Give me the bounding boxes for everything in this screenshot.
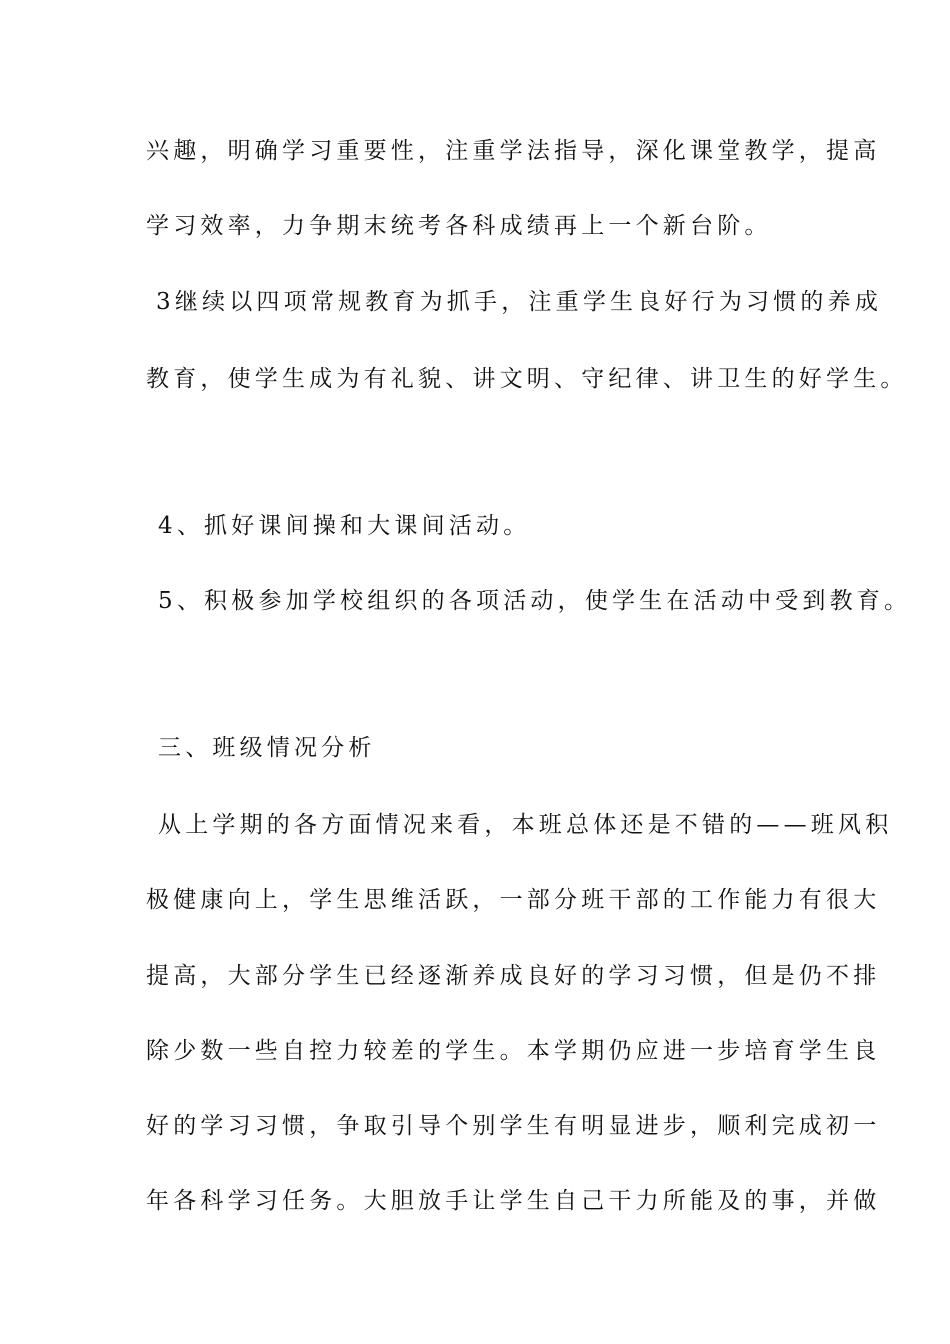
list-item: 3继续以四项常规教育为抓手，注重学生良好行为习惯的养成: [156, 289, 883, 315]
section-heading: 三、班级情况分析: [158, 735, 376, 761]
list-item: 5、积极参加学校组织的各项活动，使学生在活动中受到教育。: [158, 588, 912, 614]
paragraph-line: 极健康向上，学生思维活跃，一部分班干部的工作能力有很大: [146, 887, 881, 913]
list-item: 4、抓好课间操和大课间活动。: [158, 513, 531, 539]
paragraph-line: 除少数一些自控力较差的学生。本学期仍应进一步培育学生良: [146, 1038, 881, 1064]
text-line: 兴趣，明确学习重要性，注重学法指导，深化课堂教学，提高: [146, 138, 881, 164]
text-line: 教育，使学生成为有礼貌、讲文明、守纪律、讲卫生的好学生。: [146, 366, 908, 392]
paragraph-line: 年各科学习任务。大胆放手让学生自己干力所能及的事，并做: [146, 1188, 881, 1214]
paragraph-line: 从上学期的各方面情况来看，本班总体还是不错的——班风积: [158, 812, 893, 838]
text-line: 学习效率，力争期末统考各科成绩再上一个新台阶。: [146, 213, 772, 239]
paragraph-line: 提高，大部分学生已经逐渐养成良好的学习习惯，但是仍不排: [146, 963, 881, 989]
paragraph-line: 好的学习习惯，争取引导个别学生有明显进步，顺利完成初一: [146, 1113, 881, 1139]
